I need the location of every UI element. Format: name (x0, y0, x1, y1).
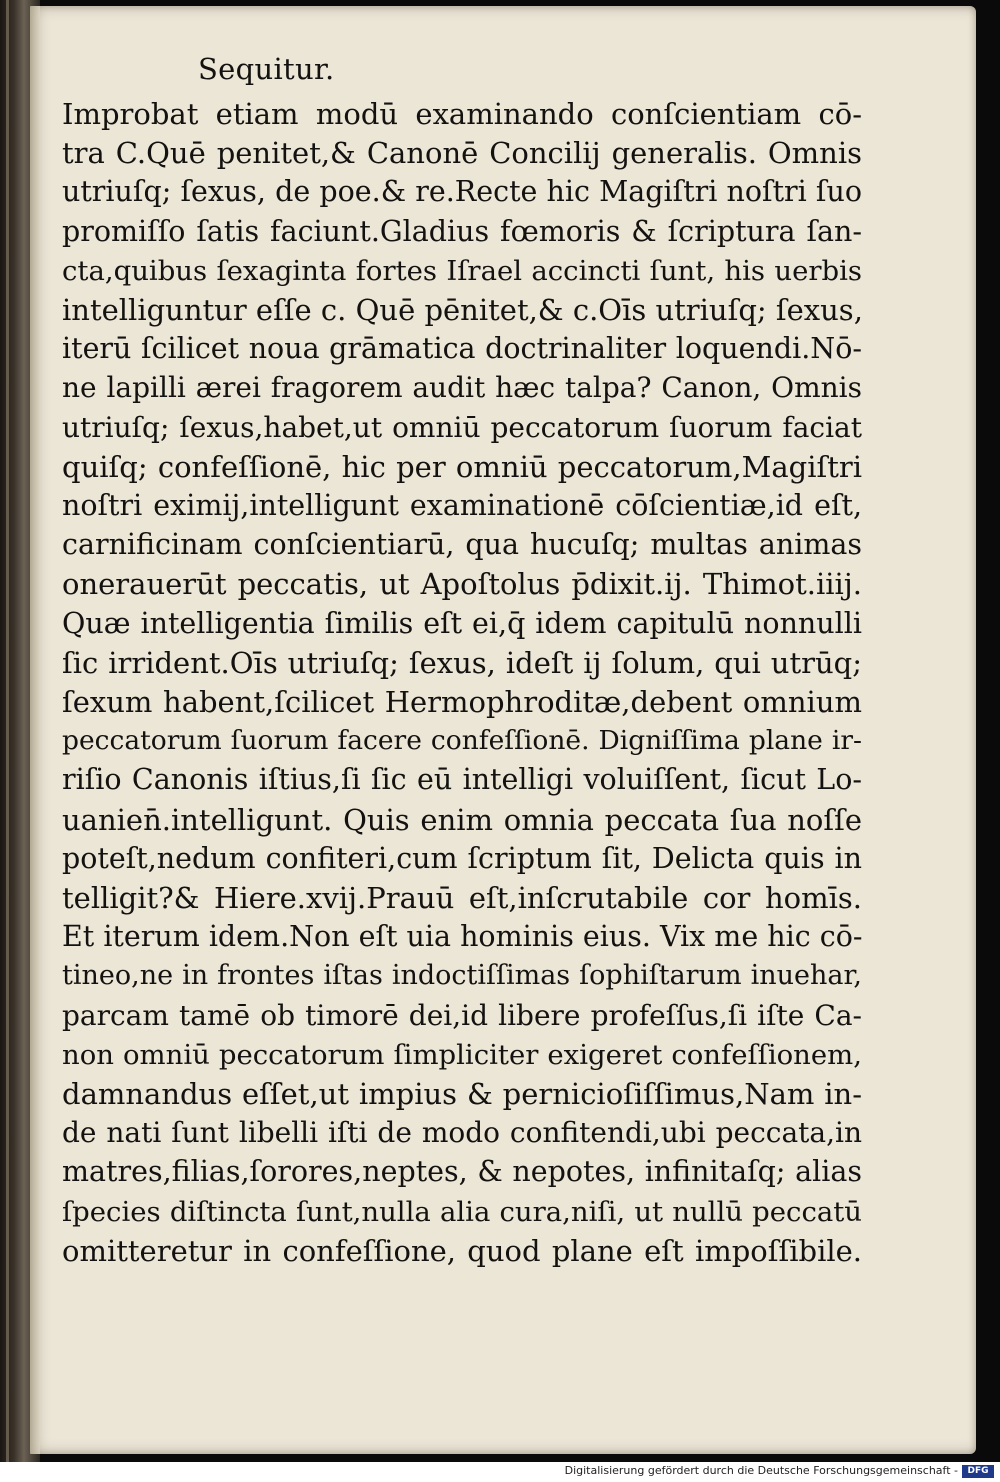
text-line: ſpecies diſtincta ſunt,nulla alia cura,niſi, ut nullū peccatū (62, 1195, 862, 1228)
text-line: matres,filias,ſorores,neptes, & nepotes, infinitaſq; alias (62, 1155, 862, 1189)
text-line: noſtri eximij,intelligunt examinationē cōſcientiæ,id eſt, (62, 489, 862, 522)
text-line: Quæ intelligentia ſimilis eſt ei,q̄ idem capitulū nonnulli (62, 606, 862, 640)
text-line: riſio Canonis iſtius,ſi ſic eū intelligi voluiſſent, ſicut Lo- (62, 763, 862, 797)
text-line: tra C.Quē penitet,& Canonē Concilij generalis. Omnis (62, 136, 862, 171)
text-line: tineo,ne in frontes iſtas indoctiſſimas ſophiſtarum inuehar, (62, 960, 862, 992)
text-line: ſexum habent,ſcilicet Hermophroditæ,debent omnium (62, 685, 862, 719)
text-line: damnandus eſſet,ut impius & pernicioſiſſimus,Nam in- (62, 1077, 862, 1111)
text-line: telligit?& Hiere.xvij.Prauū eſt,inſcrutabile cor homīs. (62, 881, 862, 915)
text-line: Improbat etiam modū examinando conſcientiam cō- (62, 97, 862, 131)
text-line: iterū ſcilicet noua grāmatica doctrinaliter loquendi.Nō- (62, 332, 862, 366)
text-line: utriuſq; ſexus, de poe.& re.Recte hic Magiſtri noſtri ſuo (62, 175, 862, 209)
text-line: intelliguntur eſſe c. Quē pēnitet,& c.Oīs utriuſq; ſexus, (62, 293, 863, 327)
text-line: ſic irrident.Oīs utriuſq; ſexus, ideſt ij ſolum, qui utrūq; (62, 645, 862, 680)
running-head: Sequitur. (198, 52, 335, 86)
text-line: peccatorum ſuorum facere confeſſionē. Digniſſima plane ir- (62, 725, 862, 757)
text-line: cta,quibus ſexaginta fortes Iſrael accincti ſunt, his uerbis (62, 254, 862, 287)
text-line: poteſt,nedum confiteri,cum ſcriptum ſit, Delicta quis in (62, 841, 862, 875)
text-line: parcam tamē ob timorē dei,id libere profeſſus,ſi iſte Ca- (62, 998, 862, 1032)
digitization-credit: Digitalisierung gefördert durch die Deutsche Forschungsgemeinschaft - (564, 1464, 958, 1477)
binding-edge (6, 0, 9, 1462)
text-line: omitteretur in confeſſione, quod plane eſt impoſſibile. (62, 1233, 862, 1268)
text-line: ne lapilli ærei fragorem audit hæc talpa? Canon, Omnis (62, 371, 862, 405)
text-line: carnificinam conſcientiarū, qua hucuſq; multas animas (62, 528, 862, 562)
text-line: utriuſq; ſexus,habet,ut omniū peccatorum ſuorum faciat (62, 410, 862, 444)
text-line: Et iterum idem.Non eſt uia hominis eius. Vix me hic cō- (62, 920, 863, 954)
text-line: onerauerūt peccatis, ut Apoſtolus p̄dixit.ij. Thimot.iiij. (62, 567, 862, 602)
text-line: quiſq; confeſſionē, hic per omniū peccatorum,Magiſtri (62, 449, 862, 484)
dfg-logo: DFG (962, 1465, 994, 1478)
text-line: de nati ſunt libelli iſti de modo confitendi,ubi peccata,in (62, 1116, 862, 1150)
text-line: promiſſo ſatis faciunt.Gladius fœmoris & ſcriptura ſan- (62, 214, 862, 248)
text-line: uanien̄.intelligunt. Quis enim omnia peccata ſua noſſe (62, 802, 862, 837)
page-gutter-shadow (30, 6, 40, 1454)
text-line: non omniū peccatorum ſimpliciter exigeret confeſſionem, (62, 1038, 862, 1071)
